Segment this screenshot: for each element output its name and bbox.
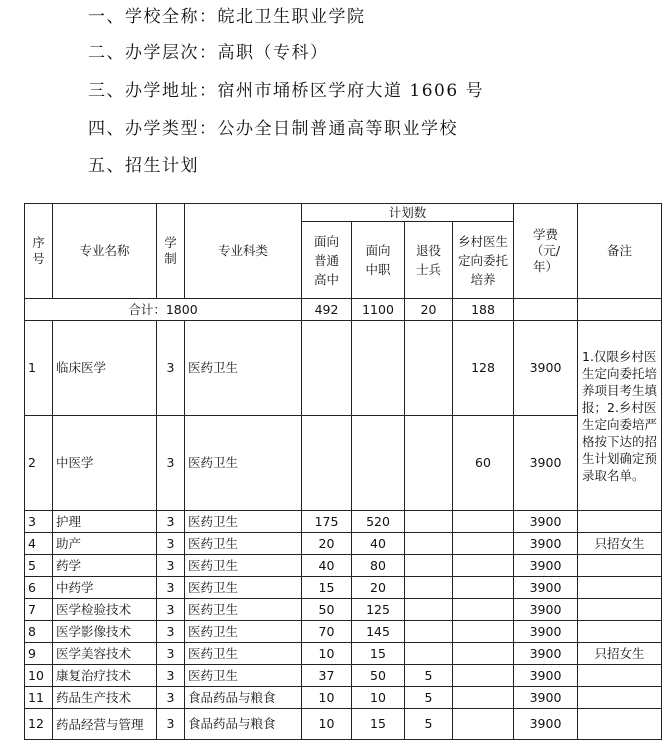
table-row <box>25 511 662 533</box>
cell-general-hs: 10 <box>302 643 352 665</box>
cell-veterans <box>405 577 453 599</box>
cell-vocational: 50 <box>352 665 405 687</box>
cell-years: 3 <box>157 709 185 740</box>
cell-category: 医药卫生 <box>185 555 302 577</box>
cell-category: 医药卫生 <box>185 577 302 599</box>
cell-major: 药品生产技术 <box>53 687 157 709</box>
header-seq: 序号 <box>25 204 53 299</box>
cell-vocational: 40 <box>352 533 405 555</box>
cell-fee: 3900 <box>514 321 578 416</box>
cell-rural-doctor <box>453 511 514 533</box>
table-row <box>25 665 662 687</box>
table-row <box>25 416 662 511</box>
cell-remark <box>578 555 662 577</box>
cell-years: 3 <box>157 643 185 665</box>
cell-years: 3 <box>157 577 185 599</box>
header-category: 专业科类 <box>185 204 302 299</box>
cell-seq: 4 <box>25 533 53 555</box>
cell-remark: 只招女生 <box>578 533 662 555</box>
cell-rural-doctor <box>453 555 514 577</box>
cell-general-hs: 70 <box>302 621 352 643</box>
cell-general-hs: 20 <box>302 533 352 555</box>
cell-rural-doctor: 128 <box>453 321 514 416</box>
total-general-hs: 492 <box>302 299 352 321</box>
intro-line-3: 三、办学地址：宿州市埇桥区学府大道 1606 号 <box>88 81 485 101</box>
cell-years: 3 <box>157 533 185 555</box>
cell-category: 医药卫生 <box>185 511 302 533</box>
cell-general-hs: 10 <box>302 687 352 709</box>
cell-major: 中药学 <box>53 577 157 599</box>
cell-fee: 3900 <box>514 416 578 511</box>
cell-general-hs: 175 <box>302 511 352 533</box>
table-row <box>25 643 662 665</box>
cell-vocational: 10 <box>352 687 405 709</box>
intro-line-2: 二、办学层次：高职（专科） <box>88 43 329 63</box>
table-row <box>25 555 662 577</box>
cell-veterans <box>405 599 453 621</box>
cell-rural-doctor: 60 <box>453 416 514 511</box>
cell-general-hs: 50 <box>302 599 352 621</box>
total-remark <box>578 299 662 321</box>
total-veterans: 20 <box>405 299 453 321</box>
cell-fee: 3900 <box>514 533 578 555</box>
table-row <box>25 709 662 740</box>
cell-rural-doctor <box>453 621 514 643</box>
cell-remark <box>578 709 662 740</box>
cell-years: 3 <box>157 665 185 687</box>
cell-seq: 2 <box>25 416 53 511</box>
cell-years: 3 <box>157 687 185 709</box>
cell-fee: 3900 <box>514 555 578 577</box>
table-row <box>25 533 662 555</box>
cell-seq: 1 <box>25 321 53 416</box>
cell-category: 医药卫生 <box>185 599 302 621</box>
cell-veterans <box>405 533 453 555</box>
cell-seq: 3 <box>25 511 53 533</box>
total-vocational: 1100 <box>352 299 405 321</box>
cell-years: 3 <box>157 416 185 511</box>
cell-seq: 11 <box>25 687 53 709</box>
cell-remark <box>578 599 662 621</box>
cell-rural-doctor <box>453 665 514 687</box>
cell-category: 医药卫生 <box>185 665 302 687</box>
cell-fee: 3900 <box>514 599 578 621</box>
cell-major: 护理 <box>53 511 157 533</box>
header-fee: 学费（元/年） <box>514 204 578 299</box>
cell-rural-doctor <box>453 687 514 709</box>
cell-major: 医学美容技术 <box>53 643 157 665</box>
cell-fee: 3900 <box>514 621 578 643</box>
cell-vocational: 15 <box>352 643 405 665</box>
cell-rural-doctor <box>453 533 514 555</box>
cell-years: 3 <box>157 555 185 577</box>
cell-fee: 3900 <box>514 687 578 709</box>
cell-vocational: 80 <box>352 555 405 577</box>
total-label: 合计：1800 <box>25 299 302 321</box>
cell-remark <box>578 687 662 709</box>
cell-major: 药品经营与管理 <box>53 709 157 740</box>
cell-major: 医学检验技术 <box>53 599 157 621</box>
total-fee <box>514 299 578 321</box>
cell-seq: 12 <box>25 709 53 740</box>
header-remark: 备注 <box>578 204 662 299</box>
header-veterans: 退役士兵 <box>405 222 453 299</box>
total-rural-doctor: 188 <box>453 299 514 321</box>
cell-seq: 5 <box>25 555 53 577</box>
cell-category: 食品药品与粮食 <box>185 709 302 740</box>
intro-line-1: 一、学校全称：皖北卫生职业学院 <box>88 7 366 27</box>
table-row <box>25 621 662 643</box>
cell-general-hs: 37 <box>302 665 352 687</box>
cell-remark <box>578 621 662 643</box>
cell-years: 3 <box>157 599 185 621</box>
cell-category: 医药卫生 <box>185 321 302 416</box>
cell-seq: 6 <box>25 577 53 599</box>
header-years: 学制 <box>157 204 185 299</box>
cell-general-hs: 40 <box>302 555 352 577</box>
cell-veterans: 5 <box>405 687 453 709</box>
cell-category: 医药卫生 <box>185 416 302 511</box>
total-row <box>25 299 662 321</box>
cell-general-hs <box>302 321 352 416</box>
cell-years: 3 <box>157 621 185 643</box>
cell-category: 医药卫生 <box>185 533 302 555</box>
cell-veterans <box>405 643 453 665</box>
cell-years: 3 <box>157 321 185 416</box>
cell-vocational: 15 <box>352 709 405 740</box>
intro-line-5: 五、招生计划 <box>88 156 199 176</box>
table-row <box>25 687 662 709</box>
cell-fee: 3900 <box>514 709 578 740</box>
cell-vocational: 520 <box>352 511 405 533</box>
table-row <box>25 577 662 599</box>
cell-veterans <box>405 511 453 533</box>
cell-fee: 3900 <box>514 511 578 533</box>
cell-fee: 3900 <box>514 577 578 599</box>
cell-veterans: 5 <box>405 665 453 687</box>
cell-category: 医药卫生 <box>185 621 302 643</box>
cell-veterans <box>405 416 453 511</box>
cell-rural-doctor <box>453 577 514 599</box>
intro-line-4: 四、办学类型：公办全日制普通高等职业学校 <box>88 119 458 139</box>
cell-vocational: 20 <box>352 577 405 599</box>
header-general-hs: 面向普通高中 <box>302 222 352 299</box>
cell-fee: 3900 <box>514 665 578 687</box>
table-row <box>25 599 662 621</box>
merged-remark: 1.仅限乡村医生定向委托培养项目考生填报；2.乡村医生定向委培严格按下达的招生计划确定预录取名单。 <box>578 321 662 511</box>
cell-remark <box>578 665 662 687</box>
cell-veterans: 5 <box>405 709 453 740</box>
cell-veterans <box>405 621 453 643</box>
cell-fee: 3900 <box>514 643 578 665</box>
cell-remark <box>578 511 662 533</box>
cell-seq: 7 <box>25 599 53 621</box>
cell-major: 临床医学 <box>53 321 157 416</box>
cell-remark: 只招女生 <box>578 643 662 665</box>
cell-rural-doctor <box>453 709 514 740</box>
cell-vocational: 145 <box>352 621 405 643</box>
cell-general-hs <box>302 416 352 511</box>
cell-veterans <box>405 321 453 416</box>
cell-seq: 10 <box>25 665 53 687</box>
cell-rural-doctor <box>453 643 514 665</box>
cell-veterans <box>405 555 453 577</box>
cell-category: 医药卫生 <box>185 643 302 665</box>
header-major: 专业名称 <box>53 204 157 299</box>
cell-category: 食品药品与粮食 <box>185 687 302 709</box>
enrollment-plan-table <box>24 203 662 740</box>
header-rural-doctor: 乡村医生定向委托培养 <box>453 222 514 299</box>
header-vocational: 面向中职 <box>352 222 405 299</box>
cell-major: 康复治疗技术 <box>53 665 157 687</box>
cell-vocational <box>352 321 405 416</box>
cell-vocational <box>352 416 405 511</box>
cell-major: 医学影像技术 <box>53 621 157 643</box>
cell-years: 3 <box>157 511 185 533</box>
cell-seq: 8 <box>25 621 53 643</box>
cell-rural-doctor <box>453 599 514 621</box>
cell-major: 助产 <box>53 533 157 555</box>
table-row <box>25 321 662 416</box>
cell-remark <box>578 577 662 599</box>
cell-major: 中医学 <box>53 416 157 511</box>
cell-major: 药学 <box>53 555 157 577</box>
cell-seq: 9 <box>25 643 53 665</box>
cell-general-hs: 10 <box>302 709 352 740</box>
cell-general-hs: 15 <box>302 577 352 599</box>
cell-vocational: 125 <box>352 599 405 621</box>
header-plan: 计划数 <box>302 204 514 222</box>
